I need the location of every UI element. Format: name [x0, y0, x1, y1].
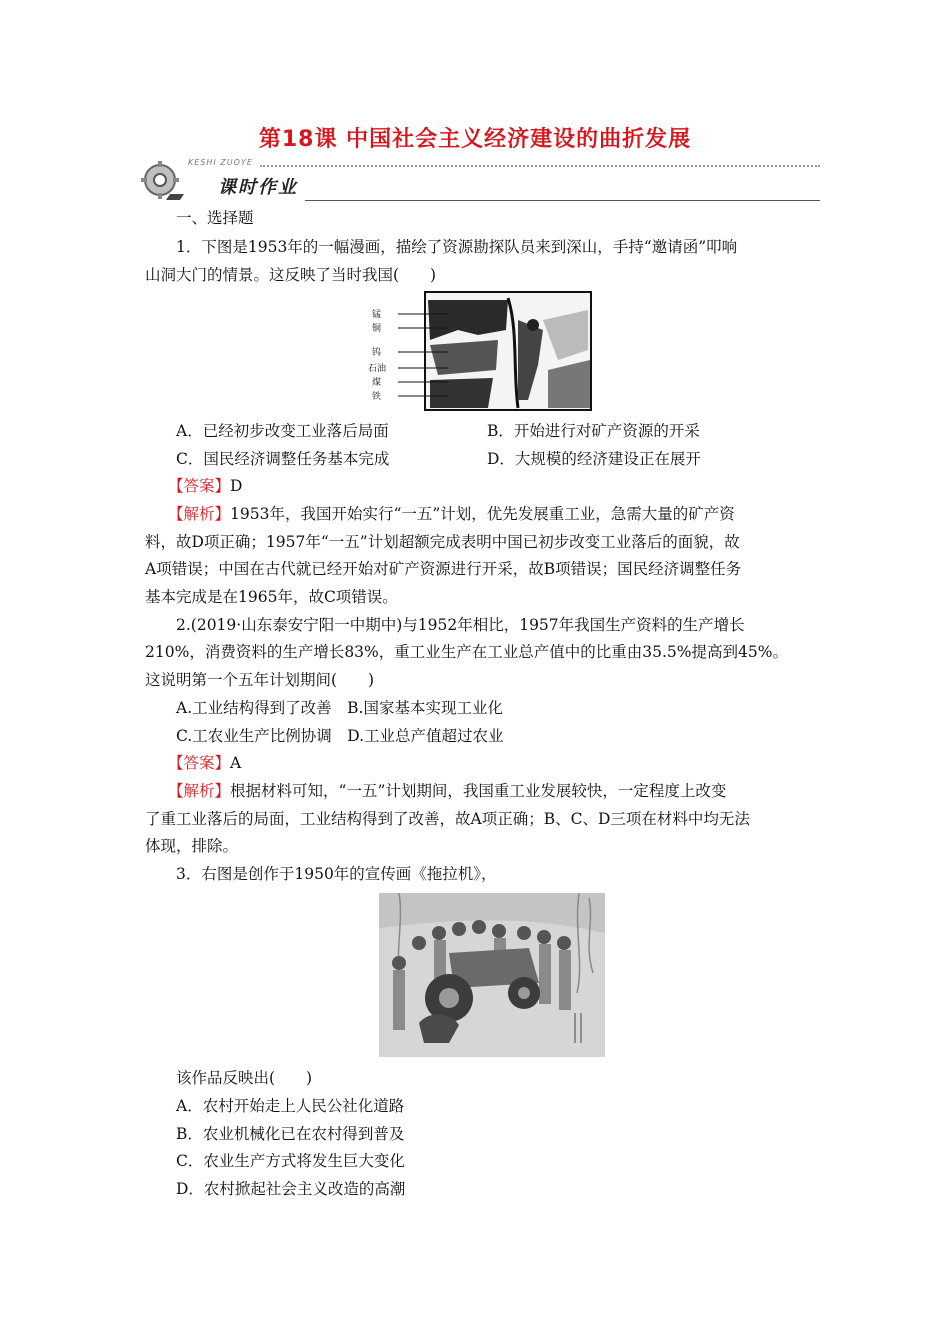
q1-option-b: B．开始进行对矿产资源的开采 [487, 422, 700, 440]
q3-stem-line2: 该作品反映出( ) [176, 1069, 313, 1087]
q1-analysis-line3: A项错误；中国在古代就已经开始对矿产资源进行开采，故B项错误；国民经济调整任务 [145, 560, 742, 578]
figure-label-cu: 铜 [372, 324, 382, 334]
page-title: 第18课 中国社会主义经济建设的曲折发展 [258, 127, 692, 152]
q1-cartoon-image [368, 290, 596, 414]
q2-options-cd: C.工农业生产比例协调 D.工业总产值超过农业 [176, 727, 504, 745]
q2-stem-line1: 2.(2019·山东泰安宁阳一中期中)与1952年相比，1957年我国生产资料的生产增长 [176, 616, 745, 634]
analysis-text: 根据材料可知，“一五”计划期间，我国重工业发展较快，一定程度上改变 [230, 782, 727, 800]
figure-label-coal: 煤 [372, 378, 382, 388]
analysis-tag: 【解析】 [168, 782, 231, 800]
q1-stem-line2: 山洞大门的情景。这反映了当时我国( ) [145, 266, 437, 284]
q1-stem-line1: 1．下图是1953年的一幅漫画，描绘了资源勘探队员来到深山，手持“邀请函”叩响 [176, 238, 738, 256]
q2-stem-line2: 210%，消费资料的生产增长83%，重工业生产在工业总产值中的比重由35.5%提高到45%。 [145, 643, 788, 661]
analysis-tag: 【解析】 [168, 505, 231, 523]
answer-tag: 【答案】 [168, 754, 231, 772]
q1-option-c: C．国民经济调整任务基本完成 [176, 450, 390, 468]
figure-label-mn: 锰 [372, 310, 382, 320]
q1-option-d: D．大规模的经济建设正在展开 [487, 450, 701, 468]
section-heading: 一、选择题 [176, 209, 254, 227]
banner-label: 课时作业 [218, 177, 298, 198]
q3-option-a: A．农村开始走上人民公社化道路 [176, 1097, 405, 1115]
q3-stem-line1: 3．右图是创作于1950年的宣传画《拖拉机》， [176, 865, 497, 883]
q2-options-ab: A.工业结构得到了改善 B.国家基本实现工业化 [176, 699, 503, 717]
q2-answer [168, 753, 241, 773]
section-banner [140, 156, 820, 202]
figure-label-fe: 铁 [372, 392, 382, 402]
figure-label-w: 钨 [372, 348, 382, 358]
answer-value: A [230, 754, 242, 772]
q2-analysis-line2: 了重工业落后的局面，工业结构得到了改善，故A项正确；B、C、D三项在材料中均无法 [145, 810, 750, 828]
answer-tag: 【答案】 [168, 477, 231, 495]
banner-dotted-rule [260, 165, 820, 167]
q1-option-a: A．已经初步改变工业落后局面 [176, 422, 389, 440]
figure-label-oil: 石油 [368, 364, 387, 374]
banner-subtitle: KESHI ZUOYE [188, 158, 253, 167]
analysis-text: 1953年，我国开始实行“一五”计划，优先发展重工业，急需大量的矿产资 [230, 505, 735, 523]
q2-stem-line3: 这说明第一个五年计划期间( ) [145, 671, 375, 689]
banner-rule [305, 200, 820, 201]
q1-analysis-line2: 料，故D项正确；1957年“一五”计划超额完成表明中国已初步改变工业落后的面貌，故 [145, 533, 740, 551]
q1-answer [168, 476, 242, 496]
q1-analysis-line1 [168, 504, 735, 524]
q3-tractor-poster-image [379, 893, 605, 1057]
gear-icon [140, 160, 188, 202]
q2-analysis-line3: 体现，排除。 [145, 837, 239, 855]
q2-analysis-line1 [168, 781, 726, 801]
answer-value: D [230, 477, 243, 495]
q3-option-c: C．农业生产方式将发生巨大变化 [176, 1152, 405, 1170]
q1-analysis-line4: 基本完成是在1965年，故C项错误。 [145, 588, 398, 606]
q3-option-b: B．农业机械化已在农村得到普及 [176, 1125, 405, 1143]
q3-option-d: D．农村掀起社会主义改造的高潮 [176, 1180, 406, 1198]
